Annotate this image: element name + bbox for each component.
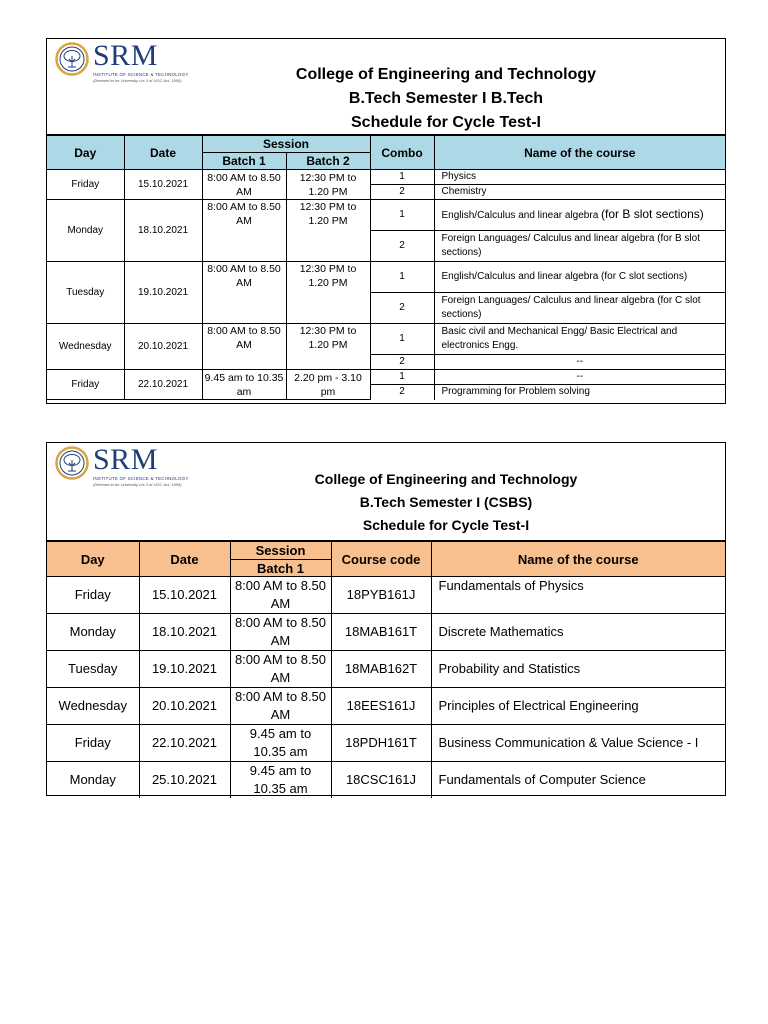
col-header-course: Name of the course [434, 136, 725, 170]
sheet-titles [187, 468, 705, 537]
schedule-sheet-btech [46, 38, 726, 404]
course-text: English/Calculus and linear algebra [441, 210, 602, 221]
logo-name: SRM [93, 443, 158, 476]
time-cell: 8:00 AM to 8.50 AM [230, 614, 331, 651]
college-title: College of Engineering and Technology [314, 471, 578, 487]
batch1-time-cell: 8:00 AM to 8.50 AM [202, 200, 286, 262]
batch2-time-cell: 2.20 pm - 3.10 pm [286, 370, 370, 400]
sheet-header [47, 443, 725, 541]
program-title: B.Tech Semester I B.Tech [348, 90, 544, 107]
course-cell: Programming for Problem solving [434, 385, 725, 400]
combo-cell: 1 [370, 370, 434, 385]
program-title: B.Tech Semester I (CSBS) [359, 494, 533, 510]
col-header-date: Date [139, 542, 230, 577]
table-row [47, 762, 725, 799]
logo-tagline: (Deemed to be University u/s 3 of UGC Act, 1956) [93, 482, 182, 487]
day-cell: Monday [47, 762, 139, 799]
date-cell: 19.10.2021 [124, 262, 202, 324]
combo-cell: 2 [370, 231, 434, 262]
col-header-day: Day [47, 136, 124, 170]
course-code-cell: 18PDH161T [331, 725, 431, 762]
course-code-cell: 18MAB161T [331, 614, 431, 651]
col-header-combo: Combo [370, 136, 434, 170]
course-cell: Principles of Electrical Engineering [431, 688, 725, 725]
day-cell: Wednesday [47, 324, 124, 370]
time-cell: 9.45 am to 10.35 am [230, 725, 331, 762]
logo-name: SRM [93, 39, 158, 72]
col-header-course: Name of the course [431, 542, 725, 577]
course-code-cell: 18EES161J [331, 688, 431, 725]
course-cell: Physics [434, 170, 725, 185]
day-cell: Tuesday [47, 651, 139, 688]
srm-logo [55, 39, 189, 88]
batch1-time-cell: 8:00 AM to 8.50 AM [202, 262, 286, 324]
tree-emblem-icon [55, 42, 89, 76]
day-cell: Friday [47, 170, 124, 200]
course-code-cell: 18PYB161J [331, 577, 431, 614]
course-text-slot: (for B slot sections) [601, 207, 704, 221]
combo-cell: 2 [370, 385, 434, 400]
course-cell: Fundamentals of Computer Science [431, 762, 725, 799]
table-row [47, 688, 725, 725]
date-cell: 22.10.2021 [139, 725, 230, 762]
schedule-title: Schedule for Cycle Test-I [351, 114, 541, 131]
table-row [47, 370, 725, 385]
combo-cell: 1 [370, 170, 434, 185]
day-cell: Friday [47, 725, 139, 762]
time-cell: 8:00 AM to 8.50 AM [230, 688, 331, 725]
batch2-time-cell: 12:30 PM to 1.20 PM [286, 170, 370, 200]
table-row [47, 577, 725, 614]
course-cell: Fundamentals of Physics [431, 577, 725, 614]
date-cell: 18.10.2021 [139, 614, 230, 651]
combo-cell: 1 [370, 324, 434, 355]
combo-cell: 2 [370, 293, 434, 324]
day-cell: Friday [47, 577, 139, 614]
course-cell: English/Calculus and linear algebra (for C slot sections) [434, 262, 725, 293]
batch2-time-cell: 12:30 PM to 1.20 PM [286, 262, 370, 324]
logo-tagline: (Deemed to be University u/s 3 of UGC Act, 1956) [93, 78, 182, 83]
sheet-header [47, 39, 725, 135]
table-row [47, 170, 725, 185]
col-header-day: Day [47, 542, 139, 577]
course-code-cell: 18MAB162T [331, 651, 431, 688]
day-cell: Friday [47, 370, 124, 400]
day-cell: Monday [47, 200, 124, 262]
col-header-session: Session [230, 542, 331, 560]
course-cell: -- [434, 370, 725, 385]
day-cell: Tuesday [47, 262, 124, 324]
schedule-table [47, 541, 725, 798]
schedule-table [47, 135, 725, 400]
date-cell: 19.10.2021 [139, 651, 230, 688]
course-cell [434, 200, 725, 231]
batch1-time-cell: 8:00 AM to 8.50 AM [202, 324, 286, 370]
college-title: College of Engineering and Technology [295, 66, 597, 83]
logo-subtitle: INSTITUTE OF SCIENCE & TECHNOLOGY [93, 476, 189, 481]
table-row [47, 262, 725, 293]
time-cell: 9.45 am to 10.35 am [230, 762, 331, 799]
col-header-course-code: Course code [331, 542, 431, 577]
date-cell: 22.10.2021 [124, 370, 202, 400]
combo-cell: 1 [370, 200, 434, 231]
batch2-time-cell: 12:30 PM to 1.20 PM [286, 200, 370, 262]
date-cell: 15.10.2021 [124, 170, 202, 200]
col-header-batch1: Batch 1 [230, 560, 331, 577]
course-cell: Basic civil and Mechanical Engg/ Basic Electrical and electronics Engg. [434, 324, 725, 355]
course-cell: Discrete Mathematics [431, 614, 725, 651]
date-cell: 15.10.2021 [139, 577, 230, 614]
combo-cell: 2 [370, 185, 434, 200]
combo-cell: 1 [370, 262, 434, 293]
day-cell: Monday [47, 614, 139, 651]
col-header-batch2: Batch 2 [286, 153, 370, 170]
table-row [47, 651, 725, 688]
date-cell: 20.10.2021 [124, 324, 202, 370]
table-row [47, 324, 725, 355]
batch1-time-cell: 8:00 AM to 8.50 AM [202, 170, 286, 200]
srm-logo [55, 443, 189, 492]
course-cell: Chemistry [434, 185, 725, 200]
day-cell: Wednesday [47, 688, 139, 725]
sheet-titles [187, 63, 705, 135]
table-row [47, 725, 725, 762]
date-cell: 18.10.2021 [124, 200, 202, 262]
table-row [47, 200, 725, 231]
combo-cell: 2 [370, 355, 434, 370]
time-cell: 8:00 AM to 8.50 AM [230, 651, 331, 688]
course-cell: Business Communication & Value Science - I [431, 725, 725, 762]
col-header-batch1: Batch 1 [202, 153, 286, 170]
course-cell: Foreign Languages/ Calculus and linear algebra (for C slot sections) [434, 293, 725, 324]
logo-subtitle: INSTITUTE OF SCIENCE & TECHNOLOGY [93, 72, 189, 77]
course-code-cell: 18CSC161J [331, 762, 431, 799]
time-cell: 8:00 AM to 8.50 AM [230, 577, 331, 614]
date-cell: 20.10.2021 [139, 688, 230, 725]
course-cell: -- [434, 355, 725, 370]
course-cell: Foreign Languages/ Calculus and linear algebra (for B slot sections) [434, 231, 725, 262]
schedule-title: Schedule for Cycle Test-I [362, 517, 530, 533]
date-cell: 25.10.2021 [139, 762, 230, 799]
table-row [47, 614, 725, 651]
col-header-date: Date [124, 136, 202, 170]
batch2-time-cell: 12:30 PM to 1.20 PM [286, 324, 370, 370]
col-header-session: Session [202, 136, 370, 153]
tree-emblem-icon [55, 446, 89, 480]
schedule-sheet-csbs [46, 442, 726, 796]
batch1-time-cell: 9.45 am to 10.35 am [202, 370, 286, 400]
course-cell: Probability and Statistics [431, 651, 725, 688]
